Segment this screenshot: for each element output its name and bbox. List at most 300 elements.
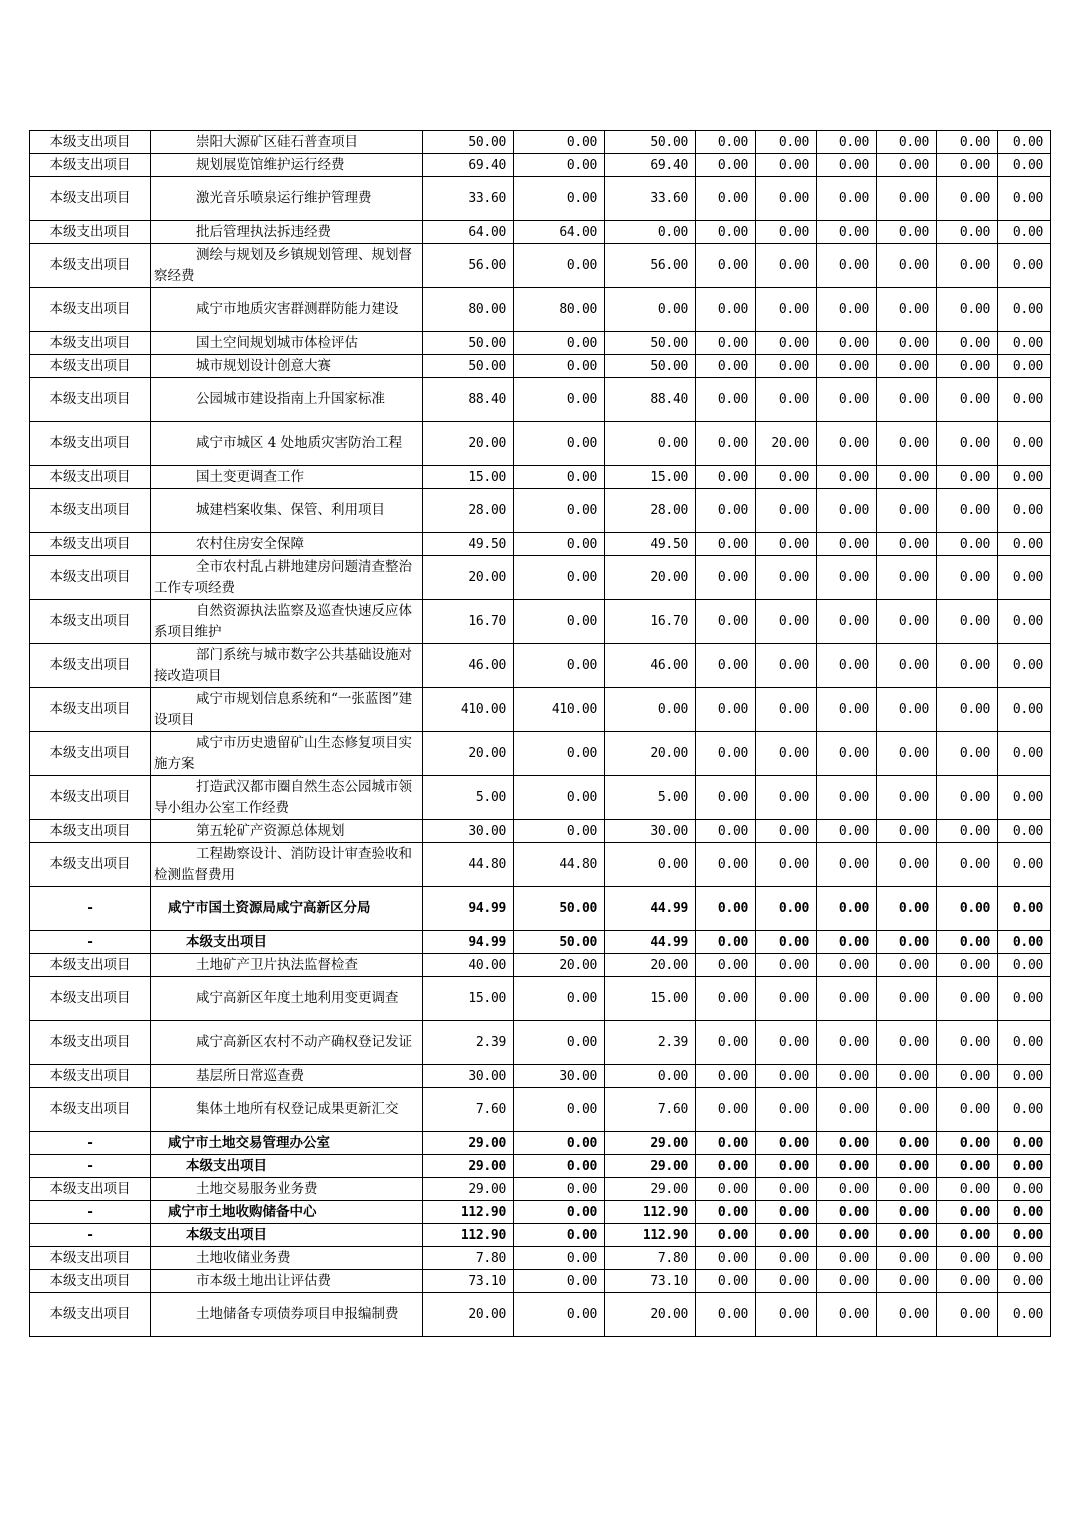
amount-col-4-cell: 0.00 [756, 931, 817, 954]
amount-col-3-cell: 0.00 [696, 533, 756, 556]
amount-col-1-cell: 20.00 [514, 954, 605, 977]
table-row [30, 466, 1051, 489]
item-type-cell: 本级支出项目 [30, 177, 151, 221]
amount-col-8-cell: 0.00 [998, 244, 1051, 288]
amount-col-3-cell: 0.00 [696, 332, 756, 355]
amount-col-8-cell: 0.00 [998, 1065, 1051, 1088]
amount-col-2-cell: 50.00 [605, 131, 696, 154]
project-name-cell: 城建档案收集、保管、利用项目 [151, 489, 423, 533]
project-name-cell: 城市规划设计创意大赛 [151, 355, 423, 378]
amount-col-4-cell: 0.00 [756, 489, 817, 533]
table-row [30, 776, 1051, 820]
amount-col-3-cell: 0.00 [696, 688, 756, 732]
table-row [30, 154, 1051, 177]
amount-col-2-cell: 73.10 [605, 1270, 696, 1293]
total-amount-cell: 50.00 [423, 355, 514, 378]
amount-col-2-cell: 30.00 [605, 820, 696, 843]
amount-col-1-cell: 0.00 [514, 422, 605, 466]
amount-col-1-cell: 0.00 [514, 355, 605, 378]
amount-col-2-cell: 20.00 [605, 1293, 696, 1337]
amount-col-8-cell: 0.00 [998, 378, 1051, 422]
table-row [30, 378, 1051, 422]
table-row [30, 422, 1051, 466]
amount-col-8-cell: 0.00 [998, 1247, 1051, 1270]
amount-col-2-cell: 0.00 [605, 221, 696, 244]
amount-col-4-cell: 0.00 [756, 1132, 817, 1155]
amount-col-5-cell: 0.00 [817, 1088, 877, 1132]
amount-col-4-cell: 0.00 [756, 843, 817, 887]
amount-col-5-cell: 0.00 [817, 843, 877, 887]
item-type-cell: - [30, 887, 151, 931]
amount-col-3-cell: 0.00 [696, 820, 756, 843]
amount-col-3-cell: 0.00 [696, 221, 756, 244]
total-amount-cell: 30.00 [423, 820, 514, 843]
project-name-cell: 自然资源执法监察及巡查快速反应体系项目维护 [151, 600, 423, 644]
amount-col-6-cell: 0.00 [877, 776, 937, 820]
amount-col-8-cell: 0.00 [998, 600, 1051, 644]
total-amount-cell: 16.70 [423, 600, 514, 644]
amount-col-1-cell: 0.00 [514, 820, 605, 843]
amount-col-6-cell: 0.00 [877, 556, 937, 600]
amount-col-5-cell: 0.00 [817, 244, 877, 288]
item-type-cell: - [30, 1155, 151, 1178]
amount-col-8-cell: 0.00 [998, 422, 1051, 466]
amount-col-6-cell: 0.00 [877, 1155, 937, 1178]
table-row [30, 177, 1051, 221]
amount-col-6-cell: 0.00 [877, 887, 937, 931]
amount-col-4-cell: 0.00 [756, 131, 817, 154]
amount-col-4-cell: 0.00 [756, 1065, 817, 1088]
total-amount-cell: 40.00 [423, 954, 514, 977]
amount-col-2-cell: 29.00 [605, 1132, 696, 1155]
amount-col-2-cell: 0.00 [605, 422, 696, 466]
amount-col-8-cell: 0.00 [998, 466, 1051, 489]
total-amount-cell: 49.50 [423, 533, 514, 556]
item-type-cell: 本级支出项目 [30, 977, 151, 1021]
amount-col-7-cell: 0.00 [937, 489, 998, 533]
amount-col-5-cell: 0.00 [817, 820, 877, 843]
amount-col-8-cell: 0.00 [998, 1224, 1051, 1247]
amount-col-3-cell: 0.00 [696, 977, 756, 1021]
amount-col-8-cell: 0.00 [998, 332, 1051, 355]
amount-col-3-cell: 0.00 [696, 1088, 756, 1132]
amount-col-3-cell: 0.00 [696, 466, 756, 489]
amount-col-3-cell: 0.00 [696, 355, 756, 378]
project-name-cell: 咸宁市城区 4 处地质灾害防治工程 [151, 422, 423, 466]
amount-col-6-cell: 0.00 [877, 221, 937, 244]
amount-col-4-cell: 0.00 [756, 1178, 817, 1201]
amount-col-6-cell: 0.00 [877, 466, 937, 489]
amount-col-5-cell: 0.00 [817, 1201, 877, 1224]
item-type-cell: 本级支出项目 [30, 422, 151, 466]
amount-col-1-cell: 0.00 [514, 1021, 605, 1065]
total-amount-cell: 44.80 [423, 843, 514, 887]
amount-col-2-cell: 0.00 [605, 288, 696, 332]
amount-col-7-cell: 0.00 [937, 644, 998, 688]
project-name-cell: 土地交易服务业务费 [151, 1178, 423, 1201]
amount-col-1-cell: 0.00 [514, 177, 605, 221]
project-name-cell: 部门系统与城市数字公共基础设施对接改造项目 [151, 644, 423, 688]
amount-col-1-cell: 50.00 [514, 887, 605, 931]
amount-col-7-cell: 0.00 [937, 776, 998, 820]
amount-col-8-cell: 0.00 [998, 355, 1051, 378]
amount-col-8-cell: 0.00 [998, 1293, 1051, 1337]
amount-col-6-cell: 0.00 [877, 533, 937, 556]
total-amount-cell: 88.40 [423, 378, 514, 422]
amount-col-6-cell: 0.00 [877, 154, 937, 177]
amount-col-6-cell: 0.00 [877, 131, 937, 154]
amount-col-6-cell: 0.00 [877, 732, 937, 776]
amount-col-5-cell: 0.00 [817, 422, 877, 466]
amount-col-5-cell: 0.00 [817, 887, 877, 931]
amount-col-3-cell: 0.00 [696, 1224, 756, 1247]
amount-col-7-cell: 0.00 [937, 177, 998, 221]
amount-col-2-cell: 33.60 [605, 177, 696, 221]
item-type-cell: 本级支出项目 [30, 556, 151, 600]
amount-col-3-cell: 0.00 [696, 600, 756, 644]
amount-col-4-cell: 0.00 [756, 1247, 817, 1270]
amount-col-5-cell: 0.00 [817, 931, 877, 954]
amount-col-5-cell: 0.00 [817, 1247, 877, 1270]
project-name-cell: 土地储备专项债券项目申报编制费 [151, 1293, 423, 1337]
total-amount-cell: 20.00 [423, 1293, 514, 1337]
amount-col-2-cell: 15.00 [605, 466, 696, 489]
amount-col-6-cell: 0.00 [877, 1088, 937, 1132]
table-row [30, 1247, 1051, 1270]
amount-col-7-cell: 0.00 [937, 954, 998, 977]
amount-col-5-cell: 0.00 [817, 1178, 877, 1201]
total-amount-cell: 5.00 [423, 776, 514, 820]
amount-col-1-cell: 64.00 [514, 221, 605, 244]
project-name-cell: 批后管理执法拆违经费 [151, 221, 423, 244]
amount-col-7-cell: 0.00 [937, 600, 998, 644]
amount-col-5-cell: 0.00 [817, 954, 877, 977]
project-name-cell: 咸宁市历史遗留矿山生态修复项目实施方案 [151, 732, 423, 776]
amount-col-2-cell: 0.00 [605, 688, 696, 732]
item-type-cell: 本级支出项目 [30, 131, 151, 154]
amount-col-7-cell: 0.00 [937, 332, 998, 355]
table-row [30, 954, 1051, 977]
total-amount-cell: 20.00 [423, 422, 514, 466]
amount-col-6-cell: 0.00 [877, 378, 937, 422]
amount-col-6-cell: 0.00 [877, 820, 937, 843]
total-amount-cell: 2.39 [423, 1021, 514, 1065]
amount-col-7-cell: 0.00 [937, 1088, 998, 1132]
amount-col-5-cell: 0.00 [817, 1270, 877, 1293]
amount-col-7-cell: 0.00 [937, 1224, 998, 1247]
amount-col-2-cell: 46.00 [605, 644, 696, 688]
amount-col-8-cell: 0.00 [998, 843, 1051, 887]
table-row [30, 332, 1051, 355]
total-amount-cell: 410.00 [423, 688, 514, 732]
project-name-cell: 基层所日常巡查费 [151, 1065, 423, 1088]
project-name-cell: 国土变更调查工作 [151, 466, 423, 489]
amount-col-7-cell: 0.00 [937, 556, 998, 600]
amount-col-3-cell: 0.00 [696, 131, 756, 154]
project-name-cell: 土地收储业务费 [151, 1247, 423, 1270]
amount-col-7-cell: 0.00 [937, 732, 998, 776]
table-body [30, 131, 1051, 1337]
amount-col-3-cell: 0.00 [696, 732, 756, 776]
total-amount-cell: 46.00 [423, 644, 514, 688]
amount-col-8-cell: 0.00 [998, 177, 1051, 221]
level-subtotal-row [30, 1155, 1051, 1178]
amount-col-5-cell: 0.00 [817, 600, 877, 644]
amount-col-6-cell: 0.00 [877, 355, 937, 378]
project-name-cell: 本级支出项目 [151, 1155, 423, 1178]
item-type-cell: - [30, 1132, 151, 1155]
item-type-cell: 本级支出项目 [30, 1293, 151, 1337]
amount-col-5-cell: 0.00 [817, 1132, 877, 1155]
amount-col-3-cell: 0.00 [696, 1021, 756, 1065]
amount-col-2-cell: 29.00 [605, 1155, 696, 1178]
item-type-cell: 本级支出项目 [30, 644, 151, 688]
item-type-cell: - [30, 931, 151, 954]
amount-col-8-cell: 0.00 [998, 131, 1051, 154]
item-type-cell: 本级支出项目 [30, 688, 151, 732]
amount-col-6-cell: 0.00 [877, 843, 937, 887]
amount-col-2-cell: 28.00 [605, 489, 696, 533]
amount-col-1-cell: 0.00 [514, 732, 605, 776]
amount-col-7-cell: 0.00 [937, 1065, 998, 1088]
amount-col-5-cell: 0.00 [817, 489, 877, 533]
amount-col-3-cell: 0.00 [696, 1132, 756, 1155]
amount-col-4-cell: 0.00 [756, 177, 817, 221]
amount-col-1-cell: 0.00 [514, 1088, 605, 1132]
amount-col-7-cell: 0.00 [937, 887, 998, 931]
amount-col-2-cell: 88.40 [605, 378, 696, 422]
total-amount-cell: 20.00 [423, 732, 514, 776]
amount-col-3-cell: 0.00 [696, 1270, 756, 1293]
item-type-cell: 本级支出项目 [30, 1065, 151, 1088]
amount-col-8-cell: 0.00 [998, 154, 1051, 177]
table-row [30, 131, 1051, 154]
amount-col-4-cell: 0.00 [756, 1021, 817, 1065]
amount-col-7-cell: 0.00 [937, 977, 998, 1021]
amount-col-2-cell: 15.00 [605, 977, 696, 1021]
amount-col-6-cell: 0.00 [877, 1021, 937, 1065]
amount-col-8-cell: 0.00 [998, 533, 1051, 556]
amount-col-8-cell: 0.00 [998, 820, 1051, 843]
amount-col-2-cell: 44.99 [605, 887, 696, 931]
project-name-cell: 咸宁高新区农村不动产确权登记发证 [151, 1021, 423, 1065]
amount-col-5-cell: 0.00 [817, 688, 877, 732]
amount-col-7-cell: 0.00 [937, 533, 998, 556]
amount-col-3-cell: 0.00 [696, 776, 756, 820]
amount-col-4-cell: 0.00 [756, 221, 817, 244]
table-row [30, 820, 1051, 843]
total-amount-cell: 56.00 [423, 244, 514, 288]
amount-col-4-cell: 0.00 [756, 1270, 817, 1293]
amount-col-6-cell: 0.00 [877, 1132, 937, 1155]
department-subtotal-row [30, 887, 1051, 931]
amount-col-4-cell: 0.00 [756, 1155, 817, 1178]
item-type-cell: - [30, 1224, 151, 1247]
amount-col-4-cell: 0.00 [756, 378, 817, 422]
table-row [30, 1065, 1051, 1088]
table-row [30, 244, 1051, 288]
amount-col-6-cell: 0.00 [877, 931, 937, 954]
level-subtotal-row [30, 931, 1051, 954]
amount-col-8-cell: 0.00 [998, 644, 1051, 688]
total-amount-cell: 7.80 [423, 1247, 514, 1270]
amount-col-1-cell: 80.00 [514, 288, 605, 332]
total-amount-cell: 94.99 [423, 887, 514, 931]
amount-col-5-cell: 0.00 [817, 378, 877, 422]
amount-col-7-cell: 0.00 [937, 244, 998, 288]
table-row [30, 1178, 1051, 1201]
amount-col-4-cell: 0.00 [756, 332, 817, 355]
amount-col-1-cell: 0.00 [514, 776, 605, 820]
amount-col-8-cell: 0.00 [998, 1178, 1051, 1201]
item-type-cell: 本级支出项目 [30, 154, 151, 177]
total-amount-cell: 29.00 [423, 1132, 514, 1155]
amount-col-8-cell: 0.00 [998, 688, 1051, 732]
amount-col-7-cell: 0.00 [937, 688, 998, 732]
item-type-cell: 本级支出项目 [30, 288, 151, 332]
total-amount-cell: 80.00 [423, 288, 514, 332]
amount-col-2-cell: 56.00 [605, 244, 696, 288]
total-amount-cell: 73.10 [423, 1270, 514, 1293]
amount-col-5-cell: 0.00 [817, 131, 877, 154]
table-row [30, 688, 1051, 732]
amount-col-7-cell: 0.00 [937, 1178, 998, 1201]
amount-col-8-cell: 0.00 [998, 1021, 1051, 1065]
amount-col-7-cell: 0.00 [937, 1247, 998, 1270]
amount-col-1-cell: 0.00 [514, 131, 605, 154]
item-type-cell: 本级支出项目 [30, 1088, 151, 1132]
project-name-cell: 咸宁市土地交易管理办公室 [151, 1132, 423, 1155]
table-row [30, 600, 1051, 644]
amount-col-3-cell: 0.00 [696, 644, 756, 688]
amount-col-2-cell: 50.00 [605, 332, 696, 355]
amount-col-5-cell: 0.00 [817, 977, 877, 1021]
amount-col-3-cell: 0.00 [696, 489, 756, 533]
amount-col-2-cell: 44.99 [605, 931, 696, 954]
table-row [30, 221, 1051, 244]
amount-col-1-cell: 0.00 [514, 1132, 605, 1155]
amount-col-1-cell: 0.00 [514, 533, 605, 556]
amount-col-7-cell: 0.00 [937, 131, 998, 154]
amount-col-4-cell: 0.00 [756, 533, 817, 556]
item-type-cell: 本级支出项目 [30, 776, 151, 820]
amount-col-6-cell: 0.00 [877, 1293, 937, 1337]
amount-col-1-cell: 0.00 [514, 1270, 605, 1293]
amount-col-5-cell: 0.00 [817, 1155, 877, 1178]
amount-col-8-cell: 0.00 [998, 1132, 1051, 1155]
amount-col-3-cell: 0.00 [696, 887, 756, 931]
total-amount-cell: 69.40 [423, 154, 514, 177]
amount-col-1-cell: 50.00 [514, 931, 605, 954]
amount-col-5-cell: 0.00 [817, 1293, 877, 1337]
total-amount-cell: 20.00 [423, 556, 514, 600]
amount-col-1-cell: 0.00 [514, 154, 605, 177]
amount-col-6-cell: 0.00 [877, 332, 937, 355]
amount-col-5-cell: 0.00 [817, 1021, 877, 1065]
amount-col-8-cell: 0.00 [998, 732, 1051, 776]
project-name-cell: 土地矿产卫片执法监督检查 [151, 954, 423, 977]
amount-col-6-cell: 0.00 [877, 489, 937, 533]
amount-col-3-cell: 0.00 [696, 1293, 756, 1337]
amount-col-3-cell: 0.00 [696, 1201, 756, 1224]
project-name-cell: 打造武汉都市圈自然生态公园城市领导小组办公室工作经费 [151, 776, 423, 820]
total-amount-cell: 50.00 [423, 131, 514, 154]
total-amount-cell: 15.00 [423, 466, 514, 489]
amount-col-3-cell: 0.00 [696, 931, 756, 954]
amount-col-6-cell: 0.00 [877, 422, 937, 466]
amount-col-6-cell: 0.00 [877, 688, 937, 732]
amount-col-5-cell: 0.00 [817, 533, 877, 556]
amount-col-8-cell: 0.00 [998, 221, 1051, 244]
amount-col-5-cell: 0.00 [817, 644, 877, 688]
item-type-cell: 本级支出项目 [30, 1247, 151, 1270]
amount-col-4-cell: 0.00 [756, 355, 817, 378]
amount-col-5-cell: 0.00 [817, 288, 877, 332]
amount-col-2-cell: 0.00 [605, 843, 696, 887]
amount-col-6-cell: 0.00 [877, 954, 937, 977]
total-amount-cell: 30.00 [423, 1065, 514, 1088]
project-name-cell: 农村住房安全保障 [151, 533, 423, 556]
amount-col-1-cell: 0.00 [514, 644, 605, 688]
amount-col-6-cell: 0.00 [877, 977, 937, 1021]
amount-col-5-cell: 0.00 [817, 221, 877, 244]
amount-col-4-cell: 20.00 [756, 422, 817, 466]
amount-col-2-cell: 7.80 [605, 1247, 696, 1270]
amount-col-2-cell: 50.00 [605, 355, 696, 378]
amount-col-1-cell: 0.00 [514, 1201, 605, 1224]
total-amount-cell: 112.90 [423, 1201, 514, 1224]
amount-col-2-cell: 2.39 [605, 1021, 696, 1065]
amount-col-5-cell: 0.00 [817, 154, 877, 177]
amount-col-1-cell: 0.00 [514, 1155, 605, 1178]
amount-col-4-cell: 0.00 [756, 1201, 817, 1224]
amount-col-5-cell: 0.00 [817, 466, 877, 489]
amount-col-8-cell: 0.00 [998, 489, 1051, 533]
amount-col-3-cell: 0.00 [696, 556, 756, 600]
amount-col-7-cell: 0.00 [937, 1201, 998, 1224]
amount-col-6-cell: 0.00 [877, 1224, 937, 1247]
project-name-cell: 市本级土地出让评估费 [151, 1270, 423, 1293]
table-row [30, 355, 1051, 378]
amount-col-5-cell: 0.00 [817, 332, 877, 355]
amount-col-4-cell: 0.00 [756, 820, 817, 843]
amount-col-7-cell: 0.00 [937, 931, 998, 954]
total-amount-cell: 50.00 [423, 332, 514, 355]
amount-col-4-cell: 0.00 [756, 600, 817, 644]
total-amount-cell: 15.00 [423, 977, 514, 1021]
table-row [30, 489, 1051, 533]
item-type-cell: 本级支出项目 [30, 843, 151, 887]
amount-col-2-cell: 69.40 [605, 154, 696, 177]
amount-col-1-cell: 0.00 [514, 1293, 605, 1337]
amount-col-4-cell: 0.00 [756, 244, 817, 288]
item-type-cell: 本级支出项目 [30, 244, 151, 288]
item-type-cell: 本级支出项目 [30, 1178, 151, 1201]
item-type-cell: - [30, 1201, 151, 1224]
amount-col-8-cell: 0.00 [998, 1201, 1051, 1224]
total-amount-cell: 7.60 [423, 1088, 514, 1132]
amount-col-2-cell: 20.00 [605, 556, 696, 600]
amount-col-5-cell: 0.00 [817, 355, 877, 378]
amount-col-3-cell: 0.00 [696, 378, 756, 422]
amount-col-6-cell: 0.00 [877, 644, 937, 688]
amount-col-6-cell: 0.00 [877, 177, 937, 221]
amount-col-6-cell: 0.00 [877, 600, 937, 644]
table-row [30, 843, 1051, 887]
project-name-cell: 工程勘察设计、消防设计审查验收和检测监督费用 [151, 843, 423, 887]
amount-col-8-cell: 0.00 [998, 954, 1051, 977]
item-type-cell: 本级支出项目 [30, 600, 151, 644]
